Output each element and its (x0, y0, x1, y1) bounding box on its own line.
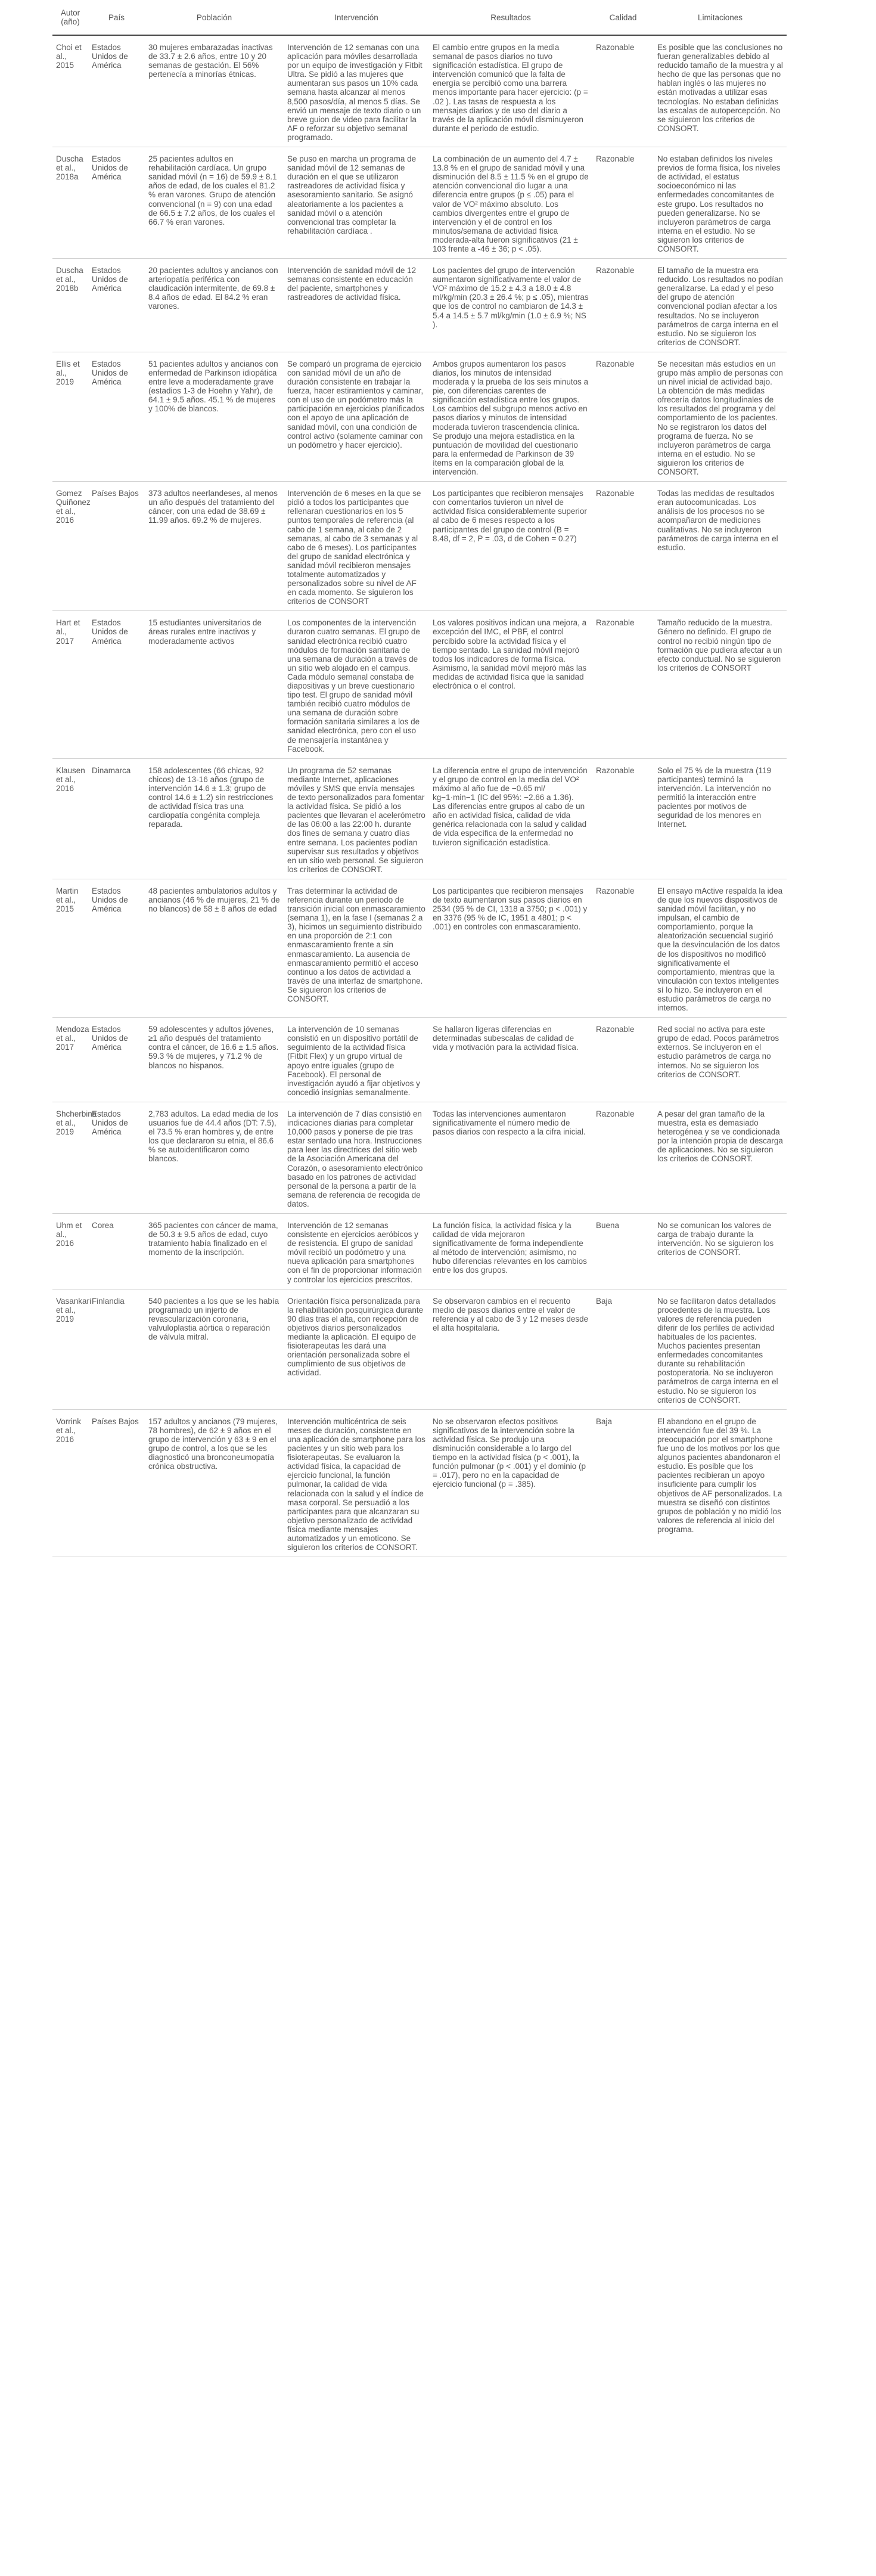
cell-pais: Dinamarca (88, 758, 145, 879)
table-row (52, 758, 787, 879)
cell-autor: Klausen et al., 2016 (52, 758, 88, 879)
cell-calidad: Baja (592, 1409, 654, 1557)
cell-calidad: Razonable (592, 35, 654, 147)
cell-pais: Estados Unidos de América (88, 1102, 145, 1213)
table-row (52, 879, 787, 1017)
cell-poblacion: 2,783 adultos. La edad media de los usuarios fue de 44.4 años (DT: 7.5), el 73.5 % eran hombres y, de entre los que declararon su etnia, el 86.6 % se autoidentificaron como blancos. (145, 1102, 284, 1213)
cell-intervencion: Tras determinar la actividad de referencia durante un periodo de transición inicial con enmascaramiento (semana 1), en la fase I (semanas 2 a 3), hicimos un seguimiento distribuido en una proporción de 2:1 con enmascaramiento frente a sin enmascaramiento. La ausencia de enmascaramiento permitió el acceso continuo a los datos de actividad a través de una interfaz de smartphone. Se siguieron los criterios de CONSORT. (284, 879, 429, 1017)
cell-resultados: Ambos grupos aumentaron los pasos diarios, los minutos de intensidad moderada y la prueba de los seis minutos a pie, con diferencias carentes de significación estadística entre los grupos. Los cambios del subgrupo menos activo en pasos diarios y minutos de intensidad moderada tuvieron trascendencia clínica. Se produjo una mejora estadística en la puntuación de movilidad del cuestionario para la enfermedad de Parkinson de 39 ítems en la comparación global de la intervención. (429, 352, 592, 481)
table-row (52, 1102, 787, 1213)
cell-intervencion: Intervención de 12 semanas con una aplicación para móviles desarrollada por un equipo de investigación y Fitbit Ultra. Se pidió a las mujeres que aumentaran sus pasos un 10% cada semana hasta alcanzar al menos 8,500 pasos/día, al menos 5 días. Se envió un mensaje de texto diario o un breve guion de video para facilitar la AF o reforzar su objetivo semanal programado. (284, 35, 429, 147)
header-intervencion: Intervención (284, 0, 429, 35)
cell-calidad: Razonable (592, 758, 654, 879)
header-calidad: Calidad (592, 0, 654, 35)
cell-autor: Duscha et al., 2018b (52, 259, 88, 352)
cell-poblacion: 540 pacientes a los que se les había programado un injerto de revascularización coronaria, valvuloplastia aórtica o reparación de válvula mitral. (145, 1289, 284, 1409)
cell-calidad: Razonable (592, 611, 654, 758)
cell-intervencion: Se comparó un programa de ejercicio con sanidad móvil de un año de duración consistente en trabajar la fuerza, hacer estiramientos y caminar, con el uso de un podómetro más la participación en ejercicios planificados con el apoyo de una aplicación de sanidad móvil, con una condición de control activo (solamente caminar con un podómetro y hacer ejercicio). (284, 352, 429, 481)
cell-pais: Estados Unidos de América (88, 1018, 145, 1102)
cell-resultados: No se observaron efectos positivos significativos de la intervención sobre la actividad física. Se produjo una disminución considerable a lo largo del tiempo en la actividad física (p < .001), la función pulmonar (p < .001) y el dominio (p = .017), pero no en la capacidad de ejercicio funcional (p = .385). (429, 1409, 592, 1557)
cell-pais: Estados Unidos de América (88, 259, 145, 352)
cell-poblacion: 157 adultos y ancianos (79 mujeres, 78 hombres), de 62 ± 9 años en el grupo de intervención y 63 ± 9 en el grupo de control, a los que se les diagnosticó una bronconeumopatía crónica obstructiva. (145, 1409, 284, 1557)
table-row (52, 611, 787, 758)
table-row (52, 482, 787, 611)
cell-calidad: Razonable (592, 482, 654, 611)
cell-pais: Estados Unidos de América (88, 352, 145, 481)
cell-intervencion: Un programa de 52 semanas mediante Internet, aplicaciones móviles y SMS que envía mensajes de texto personalizados para fomentar la actividad física. Se pidió a los pacientes que llevaran el acelerómetro de las 06:00 a las 22:00 h. durante dos fines de semana y cuatro días entre semana. Los pacientes podían supervisar sus resultados y objetivos en un sitio web personal. Se siguieron los criterios de CONSORT. (284, 758, 429, 879)
table-row (52, 259, 787, 352)
cell-limitaciones: Es posible que las conclusiones no fueran generalizables debido al reducido tamaño de la muestra y al hecho de que las personas que no hablan inglés o las mujeres no están motivadas a utilizar esas tecnologías. No estaban definidas las escalas de autopercepción. No se siguieron los criterios de CONSORT. (654, 35, 787, 147)
cell-calidad: Razonable (592, 147, 654, 259)
cell-resultados: La función física, la actividad física y la calidad de vida mejoraron significativamente de forma independiente al método de intervención; asimismo, no hubo diferencias relevantes en los cambios entre los dos grupos. (429, 1213, 592, 1289)
cell-intervencion: Intervención de sanidad móvil de 12 semanas consistente en educación del paciente, smartphones y rastreadores de actividad física. (284, 259, 429, 352)
cell-limitaciones: Red social no activa para este grupo de edad. Pocos parámetros externos. Se incluyeron en el estudio parámetros de carga no internos. No se siguieron los criterios de CONSORT. (654, 1018, 787, 1102)
table-row (52, 1409, 787, 1557)
cell-pais: Países Bajos (88, 1409, 145, 1557)
cell-intervencion: Los componentes de la intervención duraron cuatro semanas. El grupo de sanidad electrónica recibió cuatro módulos de formación sanitaria de una semana de duración a través de un sitio web alojado en el campus. Cada módulo semanal constaba de diapositivas y un breve cuestionario tipo test. El grupo de sanidad móvil también recibió cuatro módulos de una semana de duración sobre formación sanitaria similares a los de sanidad electrónica, pero con el uso de mensajería instantánea y Facebook. (284, 611, 429, 758)
cell-resultados: Los participantes que recibieron mensajes con comentarios tuvieron un nivel de actividad física considerablemente superior al cabo de 6 meses respecto a los participantes del grupo de control (B = 8.48, df = 2, P = .03, d de Cohen = 0.27) (429, 482, 592, 611)
header-row (52, 0, 787, 35)
table-row (52, 1289, 787, 1409)
cell-resultados: Los valores positivos indican una mejora, a excepción del IMC, el PBF, el control percibido sobre la actividad física y el tiempo sentado. La sanidad móvil mejoró todos los indicadores de forma física. Asimismo, la sanidad móvil mejoró más las medidas de actividad física que la sanidad electrónica o el control. (429, 611, 592, 758)
cell-pais: Países Bajos (88, 482, 145, 611)
cell-limitaciones: El abandono en el grupo de intervención fue del 39 %. La preocupación por el smartphone fue uno de los motivos por los que algunos pacientes abandonaron el estudio. Es posible que los pacientes recibieran un apoyo insuficiente para cumplir los objetivos de AF personalizados. La muestra se diseñó con distintos grupos de población y no midió los valores de referencia al inicio del programa. (654, 1409, 787, 1557)
cell-resultados: Todas las intervenciones aumentaron significativamente el número medio de pasos diarios con respecto a la cifra inicial. (429, 1102, 592, 1213)
cell-limitaciones: El tamaño de la muestra era reducido. Los resultados no podían generalizarse. La edad y el peso del grupo de atención convencional podían afectar a los resultados. No se incluyeron parámetros de carga interna en el estudio. No se siguieron los criterios de CONSORT. (654, 259, 787, 352)
cell-resultados: Se hallaron ligeras diferencias en determinadas subescalas de calidad de vida y motivación para la actividad física. (429, 1018, 592, 1102)
table-row (52, 1213, 787, 1289)
cell-resultados: La diferencia entre el grupo de intervención y el grupo de control en la media del VO² máximo al año fue de −0.65 ml/ kg−1·min−1 (IC del 95%: −2.66 a 1.36). Las diferencias entre grupos al cabo de un año en actividad física, calidad de vida genérica relacionada con la salud y calidad de vida específica de la enfermedad no tuvieron significación estadística. (429, 758, 592, 879)
cell-autor: Ellis et al., 2019 (52, 352, 88, 481)
cell-autor: Vorrink et al., 2016 (52, 1409, 88, 1557)
cell-limitaciones: Tamaño reducido de la muestra. Género no definido. El grupo de control no recibió ningún tipo de formación que pudiera afectar a un efecto conductual. No se siguieron los criterios de CONSORT (654, 611, 787, 758)
cell-poblacion: 15 estudiantes universitarios de áreas rurales entre inactivos y moderadamente activos (145, 611, 284, 758)
header-limitaciones: Limitaciones (654, 0, 787, 35)
cell-resultados: El cambio entre grupos en la media semanal de pasos diarios no tuvo significación estadística. El grupo de intervención comunicó que la falta de energía se percibió como una barrera menos importante para hacer ejercicio: (p = .02 ). Las tasas de respuesta a los mensajes diarios y de uso del diario a través de la aplicación móvil disminuyeron durante el periodo de estudio. (429, 35, 592, 147)
studies-table (52, 0, 787, 1557)
cell-poblacion: 365 pacientes con cáncer de mama, de 50.3 ± 9.5 años de edad, cuyo tratamiento había finalizado en el momento de la inscripción. (145, 1213, 284, 1289)
cell-poblacion: 158 adolescentes (66 chicas, 92 chicos) de 13-16 años (grupo de intervención 14.6 ± 1.3; grupo de control 14.6 ± 1.2) sin restricciones de actividad física tras una cardiopatía congénita compleja reparada. (145, 758, 284, 879)
cell-resultados: Los pacientes del grupo de intervención aumentaron significativamente el valor de VO² máximo de 15.2 ± 4.3 a 18.0 ± 4.8 ml/kg/min (20.3 ± 26.4 %; p ≤ .05), mientras que los de control no cambiaron de 14.3 ± 5.4 a 14.5 ± 5.7 ml/kg/min (1.0 ± 6.9 %; NS ). (429, 259, 592, 352)
table-row (52, 1018, 787, 1102)
table-row (52, 352, 787, 481)
cell-limitaciones: No se comunican los valores de carga de trabajo durante la intervención. No se siguieron los criterios de CONSORT. (654, 1213, 787, 1289)
cell-poblacion: 25 pacientes adultos en rehabilitación cardíaca. Un grupo sanidad móvil (n = 16) de 59.9 ± 8.1 años de edad, de los cuales el 81.2 % eran varones. Grupo de atención convencional (n = 9) con una edad de 66.5 ± 7.2 años, de los cuales el 66.7 % eran varones. (145, 147, 284, 259)
cell-pais: Estados Unidos de América (88, 879, 145, 1017)
cell-poblacion: 51 pacientes adultos y ancianos con enfermedad de Parkinson idiopática entre leve a moderadamente grave (estadios 1-3 de Hoehn y Yahr), de 64.1 ± 9.5 años. 45.1 % de mujeres y 100% de blancos. (145, 352, 284, 481)
cell-limitaciones: Todas las medidas de resultados eran autocomunicadas. Los análisis de los procesos no se acompañaron de mediciones cualitativas. No se incluyeron parámetros de carga interna en el estudio. (654, 482, 787, 611)
cell-intervencion: La intervención de 10 semanas consistió en un dispositivo portátil de seguimiento de la actividad física (Fitbit Flex) y un grupo virtual de apoyo entre iguales (grupo de Facebook). El personal de investigación ayudó a fijar objetivos y concedió insignias semanalmente. (284, 1018, 429, 1102)
cell-limitaciones: El ensayo mActive respalda la idea de que los nuevos dispositivos de sanidad móvil facilitan, y no impulsan, el cambio de comportamiento, porque la aleatorización secuencial sugirió que la desvinculación de los datos de los dispositivos no modificó significativamente el comportamiento, mientras que la vinculación con textos inteligentes sí lo hizo. Se incluyeron en el estudio parámetros de carga no internos. (654, 879, 787, 1017)
cell-intervencion: Intervención multicéntrica de seis meses de duración, consistente en una aplicación de smartphone para los pacientes y un sitio web para los fisioterapeutas. Se evaluaron la actividad física, la capacidad de ejercicio funcional, la función pulmonar, la calidad de vida relacionada con la salud y el índice de masa corporal. Se persuadió a los participantes para que alcanzaran su objetivo personalizado de actividad física mediante mensajes automatizados y un emoticono. Se siguieron los criterios de CONSORT. (284, 1409, 429, 1557)
cell-calidad: Razonable (592, 352, 654, 481)
cell-autor: Hart et al., 2017 (52, 611, 88, 758)
cell-autor: Uhm et al., 2016 (52, 1213, 88, 1289)
cell-poblacion: 59 adolescentes y adultos jóvenes, ≥1 año después del tratamiento contra el cáncer, de 16.6 ± 1.5 años. 59.3 % de mujeres, y 71.2 % de blancos no hispanos. (145, 1018, 284, 1102)
cell-intervencion: Intervención de 12 semanas consistente en ejercicios aeróbicos y de resistencia. El grupo de sanidad móvil recibió un podómetro y una nueva aplicación para smartphones con el fin de proporcionar información y controlar los ejercicios prescritos. (284, 1213, 429, 1289)
cell-resultados: Se observaron cambios en el recuento medio de pasos diarios entre el valor de referencia y al cabo de 3 y 12 meses desde el alta hospitalaria. (429, 1289, 592, 1409)
header-poblacion: Población (145, 0, 284, 35)
cell-calidad: Baja (592, 1289, 654, 1409)
cell-autor: Martin et al., 2015 (52, 879, 88, 1017)
cell-autor: Gomez Quiñonez et al., 2016 (52, 482, 88, 611)
cell-pais: Estados Unidos de América (88, 35, 145, 147)
cell-calidad: Razonable (592, 1018, 654, 1102)
cell-intervencion: Orientación física personalizada para la rehabilitación posquirúrgica durante 90 días tras el alta, con recepción de objetivos diarios personalizados mediante la aplicación. El equipo de fisioterapeutas les dará una orientación personalizada sobre el cumplimiento de sus objetivos de actividad. (284, 1289, 429, 1409)
cell-limitaciones: Se necesitan más estudios en un grupo más amplio de personas con un nivel inicial de actividad bajo. La obtención de más medidas ofrecería datos longitudinales de los resultados del programa y del comportamiento de los pacientes. No se registraron los datos del programa de fuerza. No se incluyeron parámetros de carga interna en el estudio. No se siguieron los criterios de CONSORT. (654, 352, 787, 481)
cell-calidad: Razonable (592, 259, 654, 352)
cell-poblacion: 48 pacientes ambulatorios adultos y ancianos (46 % de mujeres, 21 % de no blancos) de 58 ± 8 años de edad (145, 879, 284, 1017)
cell-limitaciones: A pesar del gran tamaño de la muestra, esta es demasiado heterogénea y se ve condicionada por la intención propia de descarga de aplicaciones. No se siguieron los criterios de CONSORT. (654, 1102, 787, 1213)
cell-pais: Estados Unidos de América (88, 147, 145, 259)
cell-intervencion: La intervención de 7 días consistió en indicaciones diarias para completar 10,000 pasos y ponerse de pie tras estar sentado una hora. Instrucciones para leer las directrices del sitio web de la Asociación Americana del Corazón, o asesoramiento electrónico basado en los patrones de actividad personal de la persona a partir de la semana de referencia de recogida de datos. (284, 1102, 429, 1213)
cell-pais: Finlandia (88, 1289, 145, 1409)
cell-pais: Estados Unidos de América (88, 611, 145, 758)
cell-limitaciones: No se facilitaron datos detallados procedentes de la muestra. Los valores de referencia pueden diferir de los perfiles de actividad habituales de los pacientes. Muchos pacientes presentan enfermedades concomitantes durante su rehabilitación postoperatoria. No se incluyeron parámetros de carga interna en el estudio. No se siguieron los criterios de CONSORT. (654, 1289, 787, 1409)
cell-autor: Shcherbina et al., 2019 (52, 1102, 88, 1213)
table-row (52, 35, 787, 147)
cell-limitaciones: Solo el 75 % de la muestra (119 participantes) terminó la intervención. La intervención no permitió la interacción entre pacientes por motivos de seguridad de los menores en Internet. (654, 758, 787, 879)
header-resultados: Resultados (429, 0, 592, 35)
cell-intervencion: Intervención de 6 meses en la que se pidió a todos los participantes que rellenaran cuestionarios en los 5 puntos temporales de referencia (al cabo de 1 semana, al cabo de 2 semanas, al cabo de 3 semanas y al cabo de 6 meses). Los participantes del grupo de sanidad electrónica y sanidad móvil recibieron mensajes totalmente automatizados y personalizados sobre su nivel de AF en cada momento. Se siguieron los criterios de CONSORT (284, 482, 429, 611)
cell-calidad: Razonable (592, 879, 654, 1017)
cell-calidad: Razonable (592, 1102, 654, 1213)
header-autor: Autor (año) (52, 0, 88, 35)
cell-poblacion: 20 pacientes adultos y ancianos con arteriopatía periférica con claudicación intermitente, de 69.8 ± 8.4 años de edad. El 84.2 % eran varones. (145, 259, 284, 352)
cell-poblacion: 30 mujeres embarazadas inactivas de 33.7 ± 2.6 años, entre 10 y 20 semanas de gestación. El 56% pertenecía a minorías étnicas. (145, 35, 284, 147)
cell-limitaciones: No estaban definidos los niveles previos de forma física, los niveles de actividad, el estatus socioeconómico ni las enfermedades concomitantes de este grupo. Los resultados no pueden generalizarse. No se incluyeron parámetros de carga interna en el estudio. No se siguieron los criterios de CONSORT. (654, 147, 787, 259)
cell-poblacion: 373 adultos neerlandeses, al menos un año después del tratamiento del cáncer, con una edad de 38.69 ± 11.99 años. 69.2 % de mujeres. (145, 482, 284, 611)
cell-intervencion: Se puso en marcha un programa de sanidad móvil de 12 semanas de duración en el que se utilizaron rastreadores de actividad física y asesoramiento sanitario. Se asignó aleatoriamente a los pacientes a sanidad móvil o a atención convencional tras completar la rehabilitación cardíaca . (284, 147, 429, 259)
cell-resultados: Los participantes que recibieron mensajes de texto aumentaron sus pasos diarios en 2534 (95 % de CI, 1318 a 3750; p < .001) y en 3376 (95 % de IC, 1951 a 4801; p < .001) en controles con enmascaramiento. (429, 879, 592, 1017)
cell-autor: Choi et al., 2015 (52, 35, 88, 147)
cell-autor: Duscha et al., 2018a (52, 147, 88, 259)
cell-resultados: La combinación de un aumento del 4.7 ± 13.8 % en el grupo de sanidad móvil y una disminución del 8.5 ± 11.5 % en el grupo de atención convencional dio lugar a una diferencia entre grupos (p ≤ .05) para el valor de VO² máximo absoluto. Los cambios divergentes entre el grupo de intervención y el de control en los minutos/semana de actividad física moderada-alta fueron significativos (21 ± 103 frente a -46 ± 36; p < .05). (429, 147, 592, 259)
table-row (52, 147, 787, 259)
cell-autor: Vasankari et al., 2019 (52, 1289, 88, 1409)
cell-calidad: Buena (592, 1213, 654, 1289)
cell-autor: Mendoza et al., 2017 (52, 1018, 88, 1102)
header-pais: País (88, 0, 145, 35)
cell-pais: Corea (88, 1213, 145, 1289)
